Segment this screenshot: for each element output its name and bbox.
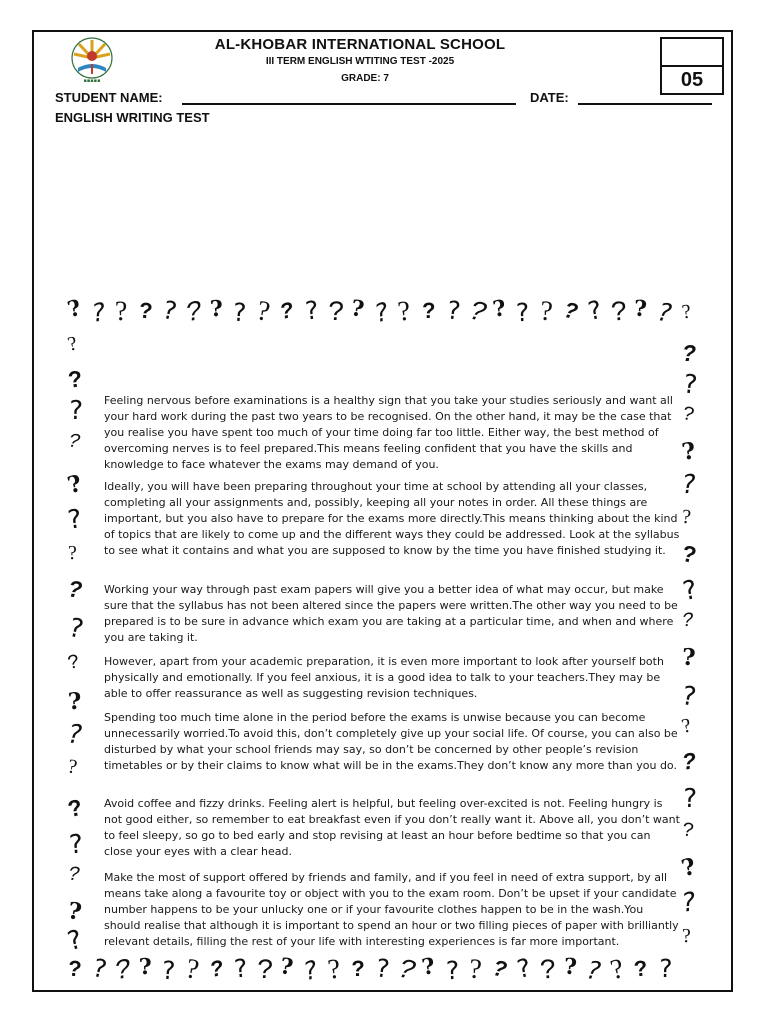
question-mark-icon: ? [655, 297, 674, 328]
question-mark-icon: ? [183, 296, 206, 331]
question-mark-icon: ? [679, 402, 697, 429]
question-mark-icon: ? [67, 687, 83, 716]
question-mark-icon: ? [538, 295, 554, 328]
score-box-divider [662, 65, 722, 67]
question-mark-icon: ? [681, 609, 695, 634]
question-mark-icon: ? [66, 955, 83, 982]
question-mark-icon: ? [465, 296, 490, 331]
question-mark-icon: ? [65, 897, 84, 926]
question-mark-icon: ? [633, 295, 648, 323]
question-mark-icon: ? [445, 955, 460, 986]
question-mark-icon: ? [65, 332, 80, 356]
question-mark-icon: ? [678, 852, 699, 883]
question-mark-icon: ? [325, 953, 342, 986]
paragraph-5: Spending too much time alone in the period before the exams is unwise because you can become unnecessarily worried.To avoid this, don’t completely give up your social life. Of course, you can also be disturbed by what your school friends may say, so don’t be concerned by other people’s revision timetables or by their claims to know what will be in the exams.They don’t know any more than you do. [104, 711, 678, 772]
question-mark-icon: ? [681, 783, 698, 815]
question-mark-icon: ? [584, 955, 603, 986]
paragraph-2: Ideally, you will have been preparing throughout your time at school by attending all your classes, completing all your assignments and, possibly, keeping all your notes in order. All these things are important, but you also have to prepare for the exams more directly.This means thinking about the kind of topics that are likely to come up and the different ways they could be addressed. Look at the syllabus to see what it contains and what you are supposed to know by the time you have finished studying it. [104, 480, 680, 557]
question-mark-icon: ? [681, 924, 692, 948]
score-box [660, 37, 724, 95]
question-mark-icon: ? [562, 953, 578, 981]
question-mark-icon: ? [609, 297, 629, 330]
question-mark-icon: ? [65, 755, 79, 779]
question-mark-icon: ? [490, 954, 509, 983]
question-mark-icon: ? [231, 953, 250, 984]
question-mark-icon: ? [66, 575, 84, 603]
question-mark-icon: ? [161, 955, 177, 986]
date-label: DATE: [530, 90, 569, 105]
question-mark-icon: ? [680, 819, 696, 844]
paragraph-1: Feeling nervous before examinations is a healthy sign that you take your studies seriously and want all your hard work during the past two years to be recognised. On the other hand, it may be the case that you realise you have spent too much of your time doing far too little. Either way, the best method of overcoming nerves is to feel prepared.This means feeling confident that you have the skills and knowledge to face whatever the exams may demand of you. [104, 394, 673, 471]
question-mark-icon: ? [680, 369, 700, 401]
question-mark-icon: ? [679, 574, 701, 608]
paragraph-6: Avoid coffee and fizzy drinks. Feeling alert is helpful, but feeling over-excited is not. Feeling hungry is not good either, so remember to eat breakfast even if you don’t really want it. Above all, you don’t want to feel sleepy, so go to bed early and stop revising at least an hour before bedtime so that you can close your eyes with a clear head. [104, 797, 680, 858]
question-mark-icon: ? [679, 539, 699, 569]
question-mark-icon: ? [584, 294, 605, 327]
question-mark-icon: ? [467, 953, 483, 986]
grade-label: GRADE: 7 [341, 73, 389, 84]
question-mark-icon: ? [300, 954, 321, 987]
paragraph-7: Make the most of support offered by friends and family, and if you feel in need of extra support, by all means take along a favourite toy or object with you to the exam room. Don’t be upset if your candidate number happens to be your unlucky one or if your favourite clothes happen to be in the wash.You should realise that although it is important to spend an hour or two filling pieces of paper with brilliantly relevant details, filling the rest of your life with interesting experiences is far more important. [104, 871, 679, 948]
question-mark-icon: ? [254, 295, 273, 328]
question-mark-icon: ? [680, 747, 698, 775]
question-mark-icon: ? [302, 295, 321, 326]
question-mark-icon: ? [681, 505, 692, 529]
question-mark-icon: ? [515, 297, 531, 328]
student-name-line [182, 103, 516, 105]
question-mark-icon: ? [66, 651, 82, 676]
svg-text:▪▪▪▪▪: ▪▪▪▪▪ [83, 78, 101, 84]
question-mark-icon: ? [395, 954, 419, 989]
question-mark-icon: ? [207, 954, 226, 983]
question-mark-icon: ? [67, 541, 78, 565]
question-mark-icon: ? [443, 295, 463, 326]
question-mark-icon: ? [682, 340, 697, 366]
question-mark-icon: ? [422, 298, 436, 323]
question-mark-icon: ? [67, 863, 81, 888]
question-mark-icon: ? [66, 719, 83, 751]
question-mark-icon: ? [65, 504, 84, 536]
question-mark-icon: ? [327, 297, 345, 330]
paragraph-4: However, apart from your academic preparation, it is even more important to look after yourself both physically and emotionally. If you feel anxious, it is a good idea to talk to your teachers.They may be able to offer reassurance as well as suggesting revision techniques. [104, 655, 664, 700]
question-mark-icon: ? [679, 714, 694, 738]
question-mark-icon: ? [66, 365, 84, 393]
question-mark-icon: ? [561, 296, 580, 325]
question-mark-icon: ? [89, 297, 107, 328]
question-mark-icon: ? [680, 300, 693, 324]
question-mark-icon: ? [633, 955, 650, 982]
question-mark-icon: ? [67, 395, 84, 427]
question-mark-icon: ? [657, 953, 674, 984]
question-mark-icon: ? [64, 612, 87, 646]
score-value: 05 [680, 69, 704, 91]
question-mark-icon: ? [351, 956, 365, 981]
question-mark-icon: ? [138, 953, 153, 981]
date-line [578, 103, 712, 105]
question-mark-icon: ? [65, 793, 85, 823]
question-mark-icon: ? [66, 829, 85, 861]
question-mark-icon: ? [88, 952, 110, 985]
school-name: AL-KHOBAR INTERNATIONAL SCHOOL [214, 36, 506, 53]
question-mark-icon: ? [183, 953, 202, 986]
question-mark-icon: ? [208, 295, 224, 323]
question-mark-icon: ? [256, 955, 275, 988]
question-mark-icon: ? [513, 952, 535, 985]
paragraph-3: Working your way through past exam papers will give you a better idea of what may occur, but make sure that the syllabus has not been altered since the papers were written.The other way you need to be prepared is to be sure in advance which exam you are taking at a particular time, and when and where you are taking it. [104, 583, 678, 644]
question-mark-icon: ? [420, 953, 437, 981]
question-mark-icon: ? [679, 437, 698, 466]
question-mark-icon: ? [679, 681, 699, 713]
student-name-label: STUDENT NAME: [55, 90, 163, 105]
question-mark-icon: ? [112, 954, 135, 989]
question-mark-icon: ? [349, 295, 367, 323]
test-title: III TERM ENGLISH WTITING TEST -2025 [265, 56, 455, 67]
question-mark-icon: ? [64, 924, 86, 958]
question-mark-icon: ? [679, 887, 698, 919]
school-logo [62, 34, 122, 84]
question-mark-icon: ? [607, 953, 627, 987]
question-mark-icon: ? [232, 297, 248, 328]
question-mark-icon: ? [137, 297, 154, 324]
question-mark-icon: ? [371, 296, 392, 329]
question-mark-icon: ? [681, 643, 697, 672]
question-mark-icon: ? [64, 469, 85, 500]
question-mark-icon: ? [66, 430, 82, 455]
question-mark-icon: ? [490, 295, 508, 323]
question-mark-icon: ? [278, 953, 296, 981]
question-mark-icon: ? [64, 294, 85, 324]
question-mark-icon: ? [373, 953, 392, 984]
question-mark-icon: ? [396, 295, 413, 328]
question-mark-icon: ? [159, 294, 181, 327]
question-mark-icon: ? [114, 295, 128, 328]
section-title: ENGLISH WRITING TEST [55, 110, 210, 125]
question-mark-icon: ? [538, 955, 558, 988]
question-mark-icon: ? [277, 296, 297, 325]
question-mark-icon: ? [681, 469, 697, 501]
school-emblem-icon [72, 38, 112, 84]
